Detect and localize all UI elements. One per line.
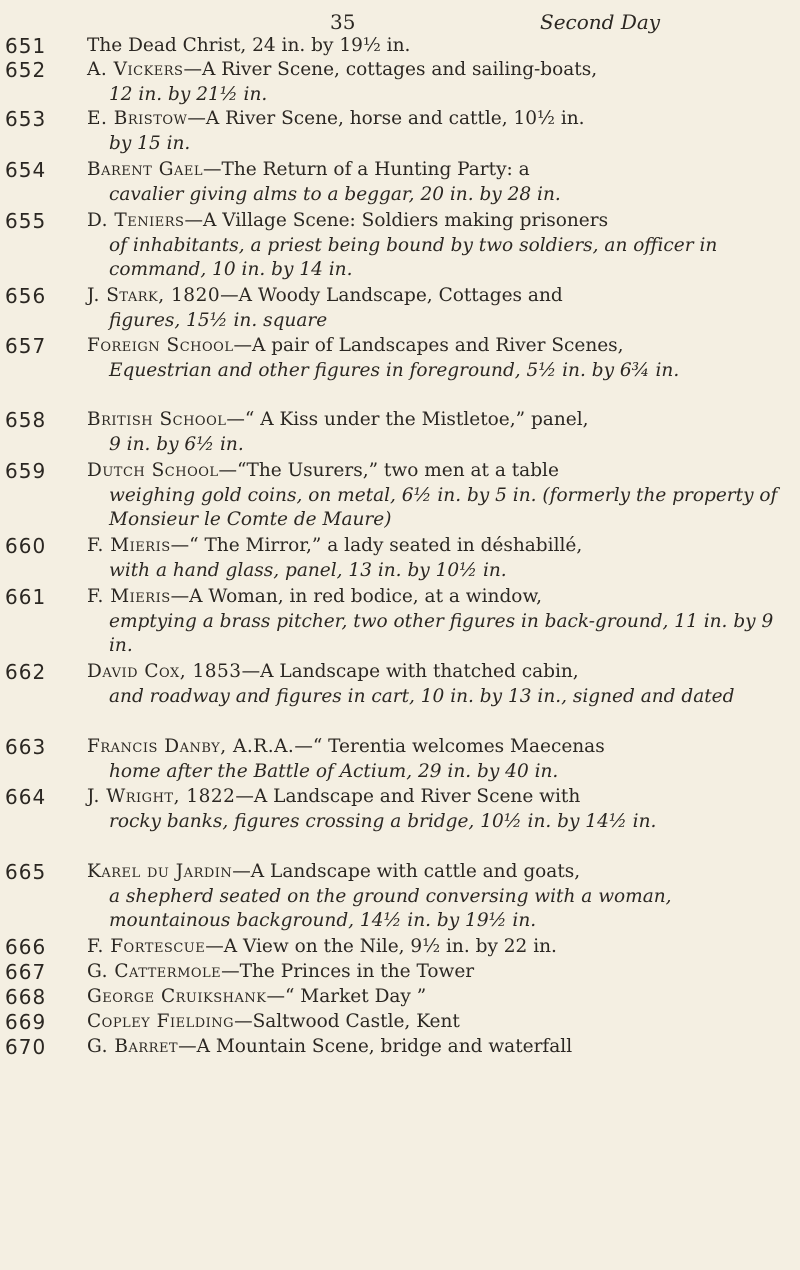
lot-artist: Barent Gael [87,159,203,180]
lot-number: 653 [5,107,47,131]
lot-number: 663 [5,735,47,759]
lot-description: —A Landscape with thatched cabin, [241,661,579,682]
lot-dimensions: emptying a brass pitcher, two other figures in back-ground, 11 in. by 9 in. [109,610,774,656]
lot-dimensions: by 15 in. [109,132,191,154]
lot-artist: Foreign School [87,335,234,356]
lot-description: —A Woman, in red bodice, at a window, [170,586,542,607]
lot-number: 667 [5,960,47,984]
page-number: 35 [330,10,356,34]
lot-description: —A Village Scene: Soldiers making prisoners [184,210,609,231]
lot-number: 656 [5,284,47,308]
lot-artist: D. Teniers [87,210,185,231]
lot-number: 655 [5,209,47,233]
lot-artist: A. Vickers [87,59,184,80]
lot-description: —A River Scene, cottages and sailing-boats, [183,59,598,80]
lot-artist: E. Bristow [87,108,188,129]
lot-description: —A View on the Nile, 9½ in. by 22 in. [205,936,557,957]
lot-description: —The Return of a Hunting Party: a [202,159,530,180]
lot-number: 657 [5,334,47,358]
lot-artist: Dutch School [87,460,219,481]
lot-description: —“ Terentia welcomes Maecenas [294,736,605,757]
lot-number: 666 [5,935,47,959]
lot-dimensions: weighing gold coins, on metal, 6½ in. by 5 in. (formerly the property of Monsieur le Comte de Maure) [109,484,778,530]
lot-artist: British School [87,409,227,430]
lot-dimensions: a shepherd seated on the ground conversing with a woman, mountainous background, 14½ in. by 19½ in. [109,885,672,931]
lot-description: —“ The Mirror,” a lady seated in déshabillé, [170,535,583,556]
lot-description: —A Landscape and River Scene with [235,786,581,807]
lot-dimensions: of inhabitants, a priest being bound by two soldiers, an officer in command, 10 in. by 14 in. [109,234,718,280]
lot-artist: G. Barret [87,1036,179,1057]
lot-description: —A Mountain Scene, bridge and waterfall [178,1036,573,1057]
lot-artist: F. Fortescue [87,936,206,957]
lot-artist: Karel du Jardin [87,861,233,882]
page-header [0,6,800,36]
lot-dimensions: 12 in. by 21½ in. [109,83,268,105]
running-head: Second Day [540,10,661,34]
lot-dimensions: 9 in. by 6½ in. [109,433,244,455]
lot-number: 660 [5,534,47,558]
lot-description: —“ A Kiss under the Mistletoe,” panel, [226,409,589,430]
lot-number: 659 [5,459,47,483]
lot-artist: J. Stark, 1820 [87,285,221,306]
lot-description: —A Woody Landscape, Cottages and [220,285,563,306]
lot-dimensions: and roadway and figures in cart, 10 in. by 13 in., signed and dated [109,685,735,707]
lot-number: 661 [5,585,47,609]
lot-number: 654 [5,158,47,182]
lot-description: —A Landscape with cattle and goats, [232,861,581,882]
lot-number: 669 [5,1010,47,1034]
lot-number: 668 [5,985,47,1009]
lot-dimensions: with a hand glass, panel, 13 in. by 10½ in. [109,559,507,581]
lot-description: —Saltwood Castle, Kent [234,1011,460,1032]
lot-description: —“The Usurers,” two men at a table [218,460,559,481]
lot-number: 662 [5,660,47,684]
lot-dimensions: rocky banks, figures crossing a bridge, 10½ in. by 14½ in. [109,810,657,832]
lot-number: 651 [5,34,47,58]
lot-artist: Francis Danby, A.R.A. [87,736,295,757]
lot-description: —“ Market Day ” [266,986,427,1007]
lot-number: 658 [5,408,47,432]
lot-artist: George Cruikshank [87,986,267,1007]
lot-description: The Dead Christ, 24 in. by 19½ in. [87,35,411,56]
lot-number: 670 [5,1035,47,1059]
lot-dimensions: Equestrian and other figures in foreground, 5½ in. by 6¾ in. [109,359,680,381]
lot-artist: G. Cattermole [87,961,222,982]
lot-artist: F. Mieris [87,535,171,556]
lot-dimensions: cavalier giving alms to a beggar, 20 in. by 28 in. [109,183,561,205]
lot-artist: Copley Fielding [87,1011,235,1032]
lot-description: —The Princes in the Tower [221,961,475,982]
lot-dimensions: home after the Battle of Actium, 29 in. by 40 in. [109,760,559,782]
lot-description: —A River Scene, horse and cattle, 10½ in. [187,108,585,129]
lot-artist: J. Wright, 1822 [87,786,236,807]
lot-artist: David Cox, 1853 [87,661,242,682]
lot-description: —A pair of Landscapes and River Scenes, [233,335,624,356]
lot-artist: F. Mieris [87,586,171,607]
lot-dimensions: figures, 15½ in. square [109,309,328,331]
lot-number: 664 [5,785,47,809]
lot-number: 652 [5,58,47,82]
lot-number: 665 [5,860,47,884]
